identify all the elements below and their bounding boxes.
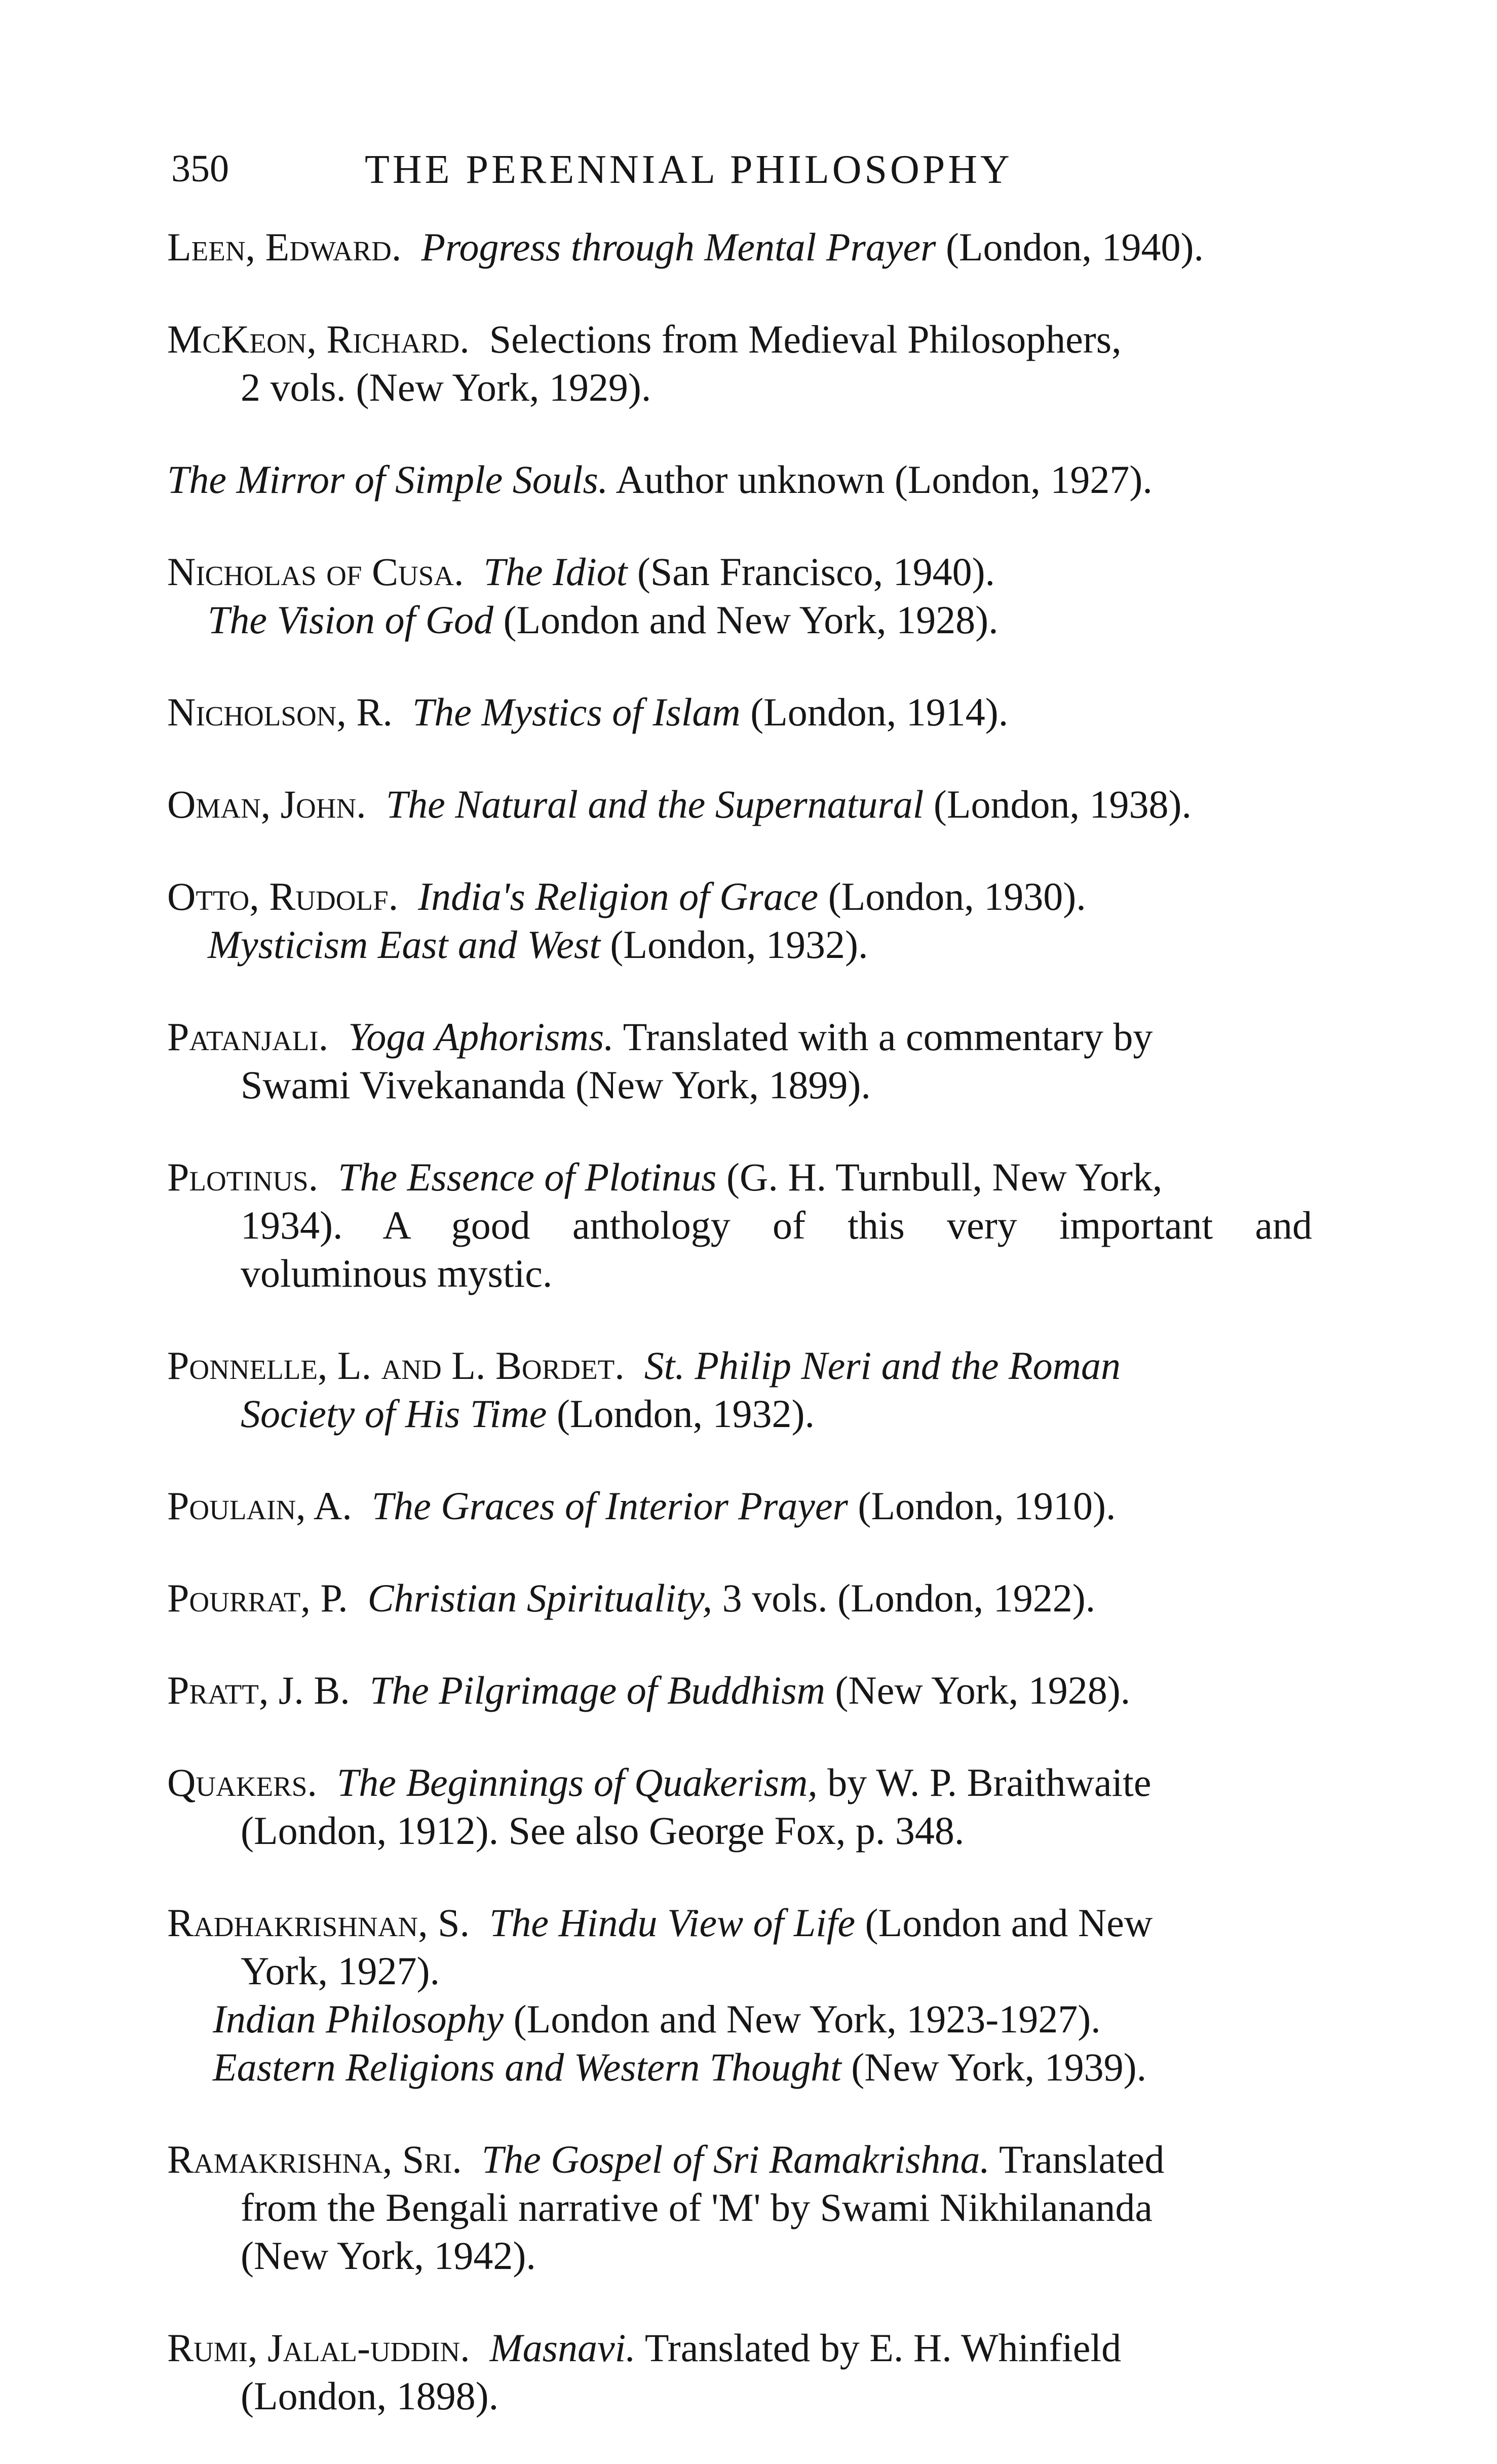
entry-title: Society of His Time <box>241 1392 547 1436</box>
bibliography-entry <box>167 223 1312 271</box>
entry-title: India's Religion of Grace <box>418 874 819 918</box>
entry-details: 2 vols. (New York, 1929). <box>241 365 651 409</box>
entry-details: 3 vols. (London, 1922). <box>712 1576 1096 1620</box>
bibliography-entry <box>167 780 1312 828</box>
entry-title: Christian Spirituality, <box>367 1576 713 1620</box>
entry-author: Otto, Rudolf. <box>167 874 399 918</box>
entry-details: (New York, 1942). <box>241 2234 536 2278</box>
entry-details: (London and New York, 1928). <box>493 598 999 642</box>
entry-title: Progress through Mental Prayer <box>421 225 936 269</box>
entry-line <box>167 1995 1312 2043</box>
entry-line <box>167 2043 1312 2091</box>
entry-line <box>167 1806 1312 1855</box>
entry-author: Oman, John. <box>167 782 366 826</box>
entry-details: (London, 1912). See also George Fox, p. 348. <box>241 1808 965 1853</box>
entry-title: Eastern Religions and Western Thought <box>213 2045 841 2089</box>
entry-title: St. Philip Neri and the Roman <box>644 1343 1121 1388</box>
entry-title: The Pilgrimage of Buddhism <box>369 1668 825 1712</box>
entry-title: The Graces of Interior Prayer <box>371 1484 848 1528</box>
entry-author: Quakers. <box>167 1760 317 1804</box>
entry-details: Selections from Medieval Philosophers, <box>489 317 1122 361</box>
entry-author: Ponnelle, L. and L. Bordet. <box>167 1343 625 1388</box>
entry-details: Author unknown (London, 1927). <box>608 457 1153 502</box>
entry-author: Leen, Edward. <box>167 225 402 269</box>
entry-line <box>167 2231 1312 2280</box>
entry-line <box>167 1758 1312 1806</box>
entry-details: (London, 1940). <box>936 225 1204 269</box>
entry-line <box>167 1390 1312 1438</box>
entry-title: Indian Philosophy <box>213 1997 504 2041</box>
entry-author: Pratt, J. B. <box>167 1668 350 1712</box>
entry-details: (London and New <box>855 1901 1153 1945</box>
entry-author: Nicholas of Cusa. <box>167 550 464 594</box>
bibliography-entry <box>167 1666 1312 1714</box>
entry-author: Poulain, A. <box>167 1484 352 1528</box>
entry-details: (London and New York, 1923-1927). <box>504 1997 1101 2041</box>
entry-details: (San Francisco, 1940). <box>627 550 995 594</box>
entry-details: (New York, 1928). <box>825 1668 1131 1712</box>
entry-author: Pourrat, P. <box>167 1576 348 1620</box>
entry-details: (G. H. Turnbull, New York, <box>716 1155 1163 1199</box>
entry-title: The Beginnings of Quakerism, <box>336 1760 818 1804</box>
entry-details: Translated with a commentary by <box>613 1015 1153 1059</box>
entry-details: York, 1927). <box>241 1949 440 1993</box>
entry-title: The Mirror of Simple Souls. <box>167 457 608 502</box>
entry-details: (New York, 1939). <box>841 2045 1147 2089</box>
entry-line <box>167 596 1312 644</box>
entry-title: Mysticism East and West <box>208 922 600 967</box>
entry-title: The Vision of God <box>208 598 494 642</box>
entry-line <box>167 2135 1312 2183</box>
entry-line <box>167 1666 1312 1714</box>
entry-line <box>167 1482 1312 1530</box>
entry-line <box>167 2183 1312 2231</box>
entry-title: The Mystics of Islam <box>412 690 741 734</box>
entry-line <box>167 1899 1312 1947</box>
bibliography-entry <box>167 1153 1312 1297</box>
entry-line <box>167 688 1312 736</box>
entry-line <box>167 1153 1312 1201</box>
entry-details: (London, 1932). <box>600 922 868 967</box>
entry-title: The Idiot <box>483 550 628 594</box>
entry-line <box>167 2372 1312 2420</box>
entry-author: Rumi, Jalal-uddin. <box>167 2326 470 2370</box>
entry-line <box>167 1341 1312 1390</box>
page-header <box>167 147 1332 208</box>
entry-details: (London, 1910). <box>848 1484 1116 1528</box>
entry-details: Translated <box>989 2137 1165 2181</box>
entry-title: The Hindu View of Life <box>489 1901 856 1945</box>
entry-details: Translated by E. H. Whinfield <box>635 2326 1122 2370</box>
entry-details: by W. P. Braithwaite <box>817 1760 1151 1804</box>
entry-line <box>167 2324 1312 2372</box>
entry-line <box>167 455 1312 504</box>
entry-title: The Gospel of Sri Ramakrishna. <box>481 2137 990 2181</box>
bibliography-entry <box>167 2135 1312 2280</box>
entry-line <box>167 315 1312 363</box>
bibliography-entry <box>167 1013 1312 1109</box>
bibliography-entry <box>167 1341 1312 1438</box>
bibliography-entry <box>167 1758 1312 1855</box>
entry-details: (London, 1898). <box>241 2374 499 2418</box>
entry-details: (London, 1930). <box>818 874 1086 918</box>
entry-title: The Essence of Plotinus <box>338 1155 717 1199</box>
entry-line <box>167 1947 1312 1995</box>
entry-line <box>167 920 1312 969</box>
entry-details: Swami Vivekananda (New York, 1899). <box>241 1063 871 1107</box>
entry-author: Patanjali. <box>167 1015 329 1059</box>
bibliography-entry <box>167 1574 1312 1622</box>
bibliography-entry <box>167 315 1312 411</box>
entry-details: (London, 1932). <box>547 1392 815 1436</box>
running-title: THE PERENNIAL PHILOSOPHY <box>365 147 1013 192</box>
entry-line <box>167 1574 1312 1622</box>
bibliography-entry <box>167 455 1312 504</box>
page-number: 350 <box>171 147 229 190</box>
bibliography-entry <box>167 1899 1312 2091</box>
entry-author: Ramakrishna, Sri. <box>167 2137 462 2181</box>
entry-author: McKeon, Richard. <box>167 317 470 361</box>
bibliography-entry <box>167 688 1312 736</box>
entry-details: voluminous mystic. <box>241 1251 553 1295</box>
entry-line <box>167 223 1312 271</box>
entry-title: Yoga Aphorisms. <box>348 1015 614 1059</box>
bibliography-entry <box>167 1482 1312 1530</box>
entry-line <box>167 1013 1312 1061</box>
entry-author: Plotinus. <box>167 1155 319 1199</box>
entry-line <box>167 1061 1312 1109</box>
bibliography-list <box>167 223 1312 2464</box>
entry-details: (London, 1914). <box>740 690 1009 734</box>
entry-line <box>167 872 1312 920</box>
entry-line <box>167 1249 1312 1297</box>
entry-author: Radhakrishnan, S. <box>167 1901 470 1945</box>
entry-line <box>167 363 1312 411</box>
bibliography-entry <box>167 548 1312 644</box>
entry-author: Nicholson, R. <box>167 690 393 734</box>
entry-details: (London, 1938). <box>924 782 1192 826</box>
bibliography-entry <box>167 872 1312 969</box>
entry-line <box>167 1201 1312 1249</box>
entry-line <box>167 780 1312 828</box>
entry-details: from the Bengali narrative of 'M' by Swami Nikhilananda <box>241 2185 1153 2229</box>
entry-title: Masnavi. <box>489 2326 636 2370</box>
entry-title: The Natural and the Supernatural <box>386 782 924 826</box>
entry-line <box>167 548 1312 596</box>
bibliography-entry <box>167 2324 1312 2420</box>
entry-details: 1934). A good anthology of this very important and <box>241 1203 1312 1247</box>
